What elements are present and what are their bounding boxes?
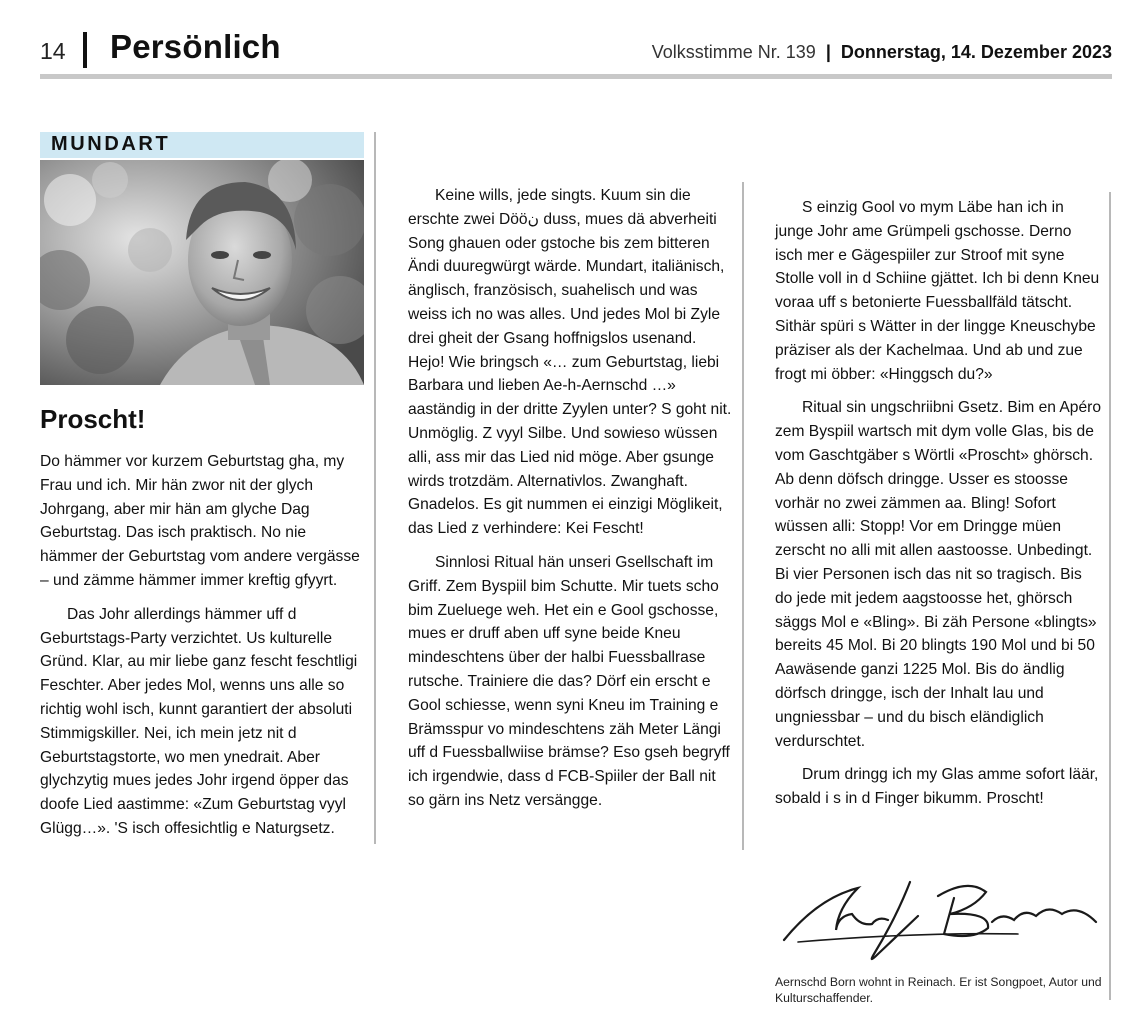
column-divider — [374, 132, 376, 844]
page-number: 14 — [40, 38, 66, 64]
header-separator: | — [825, 42, 831, 62]
header-divider-bar — [83, 32, 87, 68]
section-title: Persönlich — [110, 28, 281, 65]
kicker-label: MUNDART — [51, 133, 171, 155]
header-rule — [40, 74, 1112, 79]
author-portrait-icon — [40, 160, 364, 385]
signature-icon — [778, 868, 1100, 968]
paragraph: Drum dringg ich my Glas amme sofort läär, sobald i s in d Finger bikumm. Proscht! — [775, 766, 1099, 808]
header-meta — [652, 42, 1112, 63]
page-header — [40, 28, 1112, 70]
author-photo — [40, 160, 364, 385]
author-signature — [778, 868, 1100, 968]
text-column-2 — [408, 184, 736, 813]
column-divider — [1109, 192, 1111, 1000]
paragraph: Das Johr allerdings hämmer uff d Geburtstags-Party verzichtet. Us kulturelle Gründ. Klar, au mir liebe ganz fescht feschtligi Feschter. Aber jedes Mol, wenns uns alle so richtig wohl isch, kunnt garantiert der absoluti Stimmigskiller. Nei, ich mein jetz nit d Geburtstagstorte, wo men ynedrait. Aber glychzytig mues jedes Johr irgend öpper das doofe Lied aastimme: «Zum Geburtstag vyyl Glügg…». 'S isch offesichtlig e Naturgsetz. — [40, 605, 358, 837]
column-kicker — [40, 132, 364, 158]
paragraph: Do hämmer vor kurzem Geburtstag gha, my Frau und ich. Mir hän zwor nit der glych Johrgang, aber mir hän am glyche Dag Geburtstag. Das isch praktisch. No nie hämmer der Geburtstag vom andere vergässe – und zämme hämmer immer kreftig gfyyrt. — [40, 453, 360, 589]
paragraph: Keine wills, jede singts. Kuum sin die erschte zwei Dööن duss, mues dä abverheiti Song ghauen oder gstoche bis zem bitteren Ändi duuregwürgt wärde. Mundart, italiänisch, änglisch, französisch, suahelisch und was weiss ich no was alles. Und jedes Mol bi Zyle drei gheit der Gsang hoffnigslos usenand. Hejo! Wie bringsch «… zum Geburtstag, liebi Barbara und lieben Ae-h-Aernschd …» aaständig in der dritte Zyylen unter? S goht nit. Unmöglig. Z vyyl Silbe. Und sowieso wüssen alli, ass mir das Lied nid möge. Aber gsunge wirds trotzdäm. Alternativlos. Zwanghaft. Gnadelos. Es git nummen ei einzigi Möglikeit, das Lied z verhindere: Kei Fescht! — [408, 187, 732, 538]
publication-date: Donnerstag, 14. Dezember 2023 — [840, 42, 1112, 62]
column-divider — [742, 182, 744, 850]
paragraph: Ritual sin ungschriibni Gsetz. Bim en Apéro zem Byspiil wartsch mit dym volle Glas, bis de vom Gaschtgäber s Wörtli «Proscht» ghörsch. Ab denn döfsch dringge. Usser es stoosse vorhär no zwei zämmen aa. Bling! Sofort wüssen alli: Stopp! Vor em Dringge müen zerscht no alli mit allen aastoosse. Unbedingt. Bi vier Personen isch das nit so tragisch. Bis do jede mit jedem aagstoosse het, ghörsch säggs Mol e «Bling». Bi zäh Persone «blingts» bereits 45 Mol. Bi 20 blingts 190 Mol und bi 50 Aawäsende ganzi 1225 Mol. Bis do ändlig dörfsch dringge, isch der Inhalt lau und ungniessbar – und du bisch eländiglich verdurschtet. — [775, 399, 1102, 750]
text-column-1 — [40, 450, 366, 841]
author-bio: Aernschd Born wohnt in Reinach. Er ist Songpoet, Autor und Kulturschaffender. — [775, 975, 1102, 1005]
article-headline: Proscht! — [40, 404, 146, 434]
paragraph: Sinnlosi Ritual hän unseri Gsellschaft im Griff. Zem Byspiil bim Schutte. Mir tuets scho bim Zueluege weh. Het ein e Gool gschosse, mues er druff aben uff syne beide Kneu mindeschtens über der halbi Fuessballrase rutsche. Trainiere die das? Dörf ein erscht e Gool schiesse, wenn syni Kneu im Training e Brämsspur vo mindeschtens zäh Meter Längi uff d Fuessballwiise brämse? Eso gseh begryff ich irgendwie, dass d FCB-Spiiler der Ball nit so gärn ins Netz versängge. — [408, 553, 730, 809]
paragraph: S einzig Gool vo mym Läbe han ich in junge Johr ame Grümpeli gschosse. Derno isch mer e Gägespiiler zur Stroof mit syne Stolle voll in d Schiine gjättet. Ich bi denn Kneu voraa uff s betonierte Fuessballfäld tätscht. Sithär spüri s Wätter in der lingge Kneuschybe präziser als der Kachelmaa. Und ab und zue frogt mi öbber: «Hinggsch du?» — [775, 199, 1100, 383]
text-column-3 — [775, 196, 1103, 811]
newspaper-issue: Volksstimme Nr. 139 — [651, 42, 816, 62]
